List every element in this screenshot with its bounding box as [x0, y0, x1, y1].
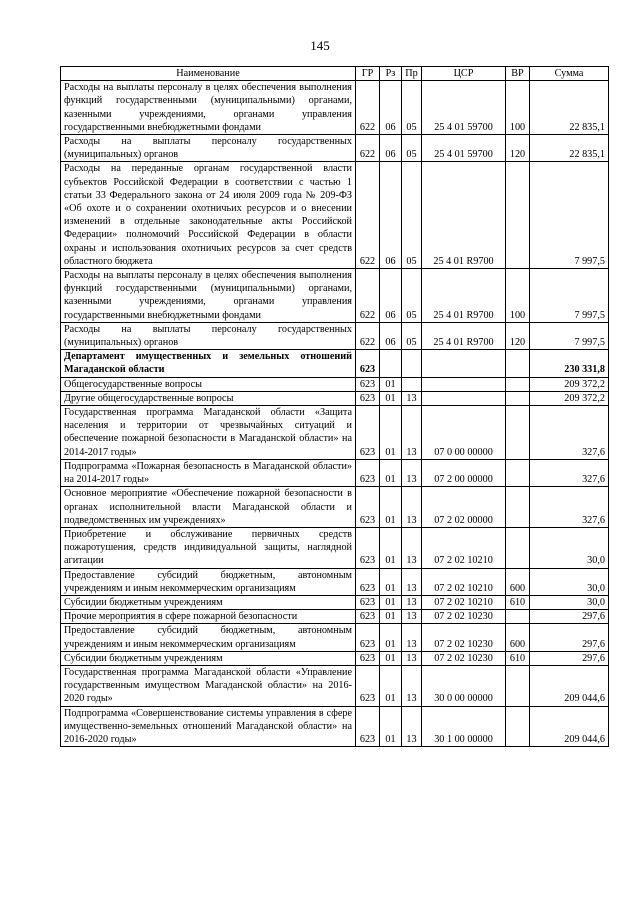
cell-rz: 01 [380, 377, 402, 391]
header-rz: Рз [380, 67, 402, 81]
table-body [61, 81, 609, 747]
cell-vr: 120 [506, 322, 530, 349]
cell-name: Расходы на выплаты персоналу государственных (муниципальных) органов [61, 322, 356, 349]
cell-rz: 01 [380, 459, 402, 486]
cell-name: Государственная программа Магаданской области «Управление государственным имуществом Магаданской области» на 2016-2020 годы» [61, 665, 356, 706]
cell-vr [506, 665, 530, 706]
cell-pr: 05 [402, 135, 422, 162]
cell-vr: 610 [506, 651, 530, 665]
cell-gr: 623 [356, 595, 380, 609]
cell-gr: 623 [356, 350, 380, 377]
cell-pr: 13 [402, 665, 422, 706]
cell-vr: 120 [506, 135, 530, 162]
cell-sum: 7 997,5 [530, 322, 609, 349]
cell-vr: 100 [506, 269, 530, 323]
cell-csr [422, 377, 506, 391]
cell-name: Субсидии бюджетным учреждениям [61, 651, 356, 665]
cell-csr: 25 4 01 59700 [422, 81, 506, 135]
cell-gr: 623 [356, 610, 380, 624]
cell-vr: 610 [506, 595, 530, 609]
cell-name: Расходы на выплаты персоналу в целях обеспечения выполнения функций государственными (муниципальными) органами, казенными учреждениями, органами управления государственными внебюджетными фондами [61, 81, 356, 135]
table-row [61, 459, 609, 486]
cell-sum: 327,6 [530, 459, 609, 486]
cell-csr: 25 4 01 R9700 [422, 162, 506, 269]
cell-gr: 623 [356, 665, 380, 706]
cell-pr: 13 [402, 527, 422, 568]
cell-csr: 07 2 02 00000 [422, 487, 506, 528]
cell-gr: 623 [356, 406, 380, 460]
cell-pr: 13 [402, 706, 422, 747]
cell-pr: 13 [402, 624, 422, 651]
cell-gr: 623 [356, 459, 380, 486]
cell-name: Расходы на выплаты персоналу государственных (муниципальных) органов [61, 135, 356, 162]
cell-sum: 22 835,1 [530, 135, 609, 162]
header-csr: ЦСР [422, 67, 506, 81]
cell-sum: 230 331,8 [530, 350, 609, 377]
cell-sum: 209 044,6 [530, 665, 609, 706]
cell-name: Основное мероприятие «Обеспечение пожарной безопасности в органах исполнительной власти Магаданской области и подведомственных им учреждениях» [61, 487, 356, 528]
cell-name: Прочие мероприятия в сфере пожарной безопасности [61, 610, 356, 624]
cell-csr: 25 4 01 R9700 [422, 322, 506, 349]
cell-pr: 13 [402, 459, 422, 486]
cell-pr: 13 [402, 651, 422, 665]
table-row [61, 391, 609, 405]
cell-vr [506, 706, 530, 747]
cell-csr [422, 391, 506, 405]
cell-rz: 01 [380, 651, 402, 665]
cell-gr: 623 [356, 487, 380, 528]
cell-gr: 622 [356, 135, 380, 162]
cell-pr: 05 [402, 322, 422, 349]
cell-gr: 622 [356, 81, 380, 135]
cell-rz [380, 350, 402, 377]
cell-gr: 622 [356, 269, 380, 323]
cell-gr: 623 [356, 706, 380, 747]
cell-gr: 623 [356, 377, 380, 391]
cell-csr: 07 2 02 10210 [422, 568, 506, 595]
header-vr: ВР [506, 67, 530, 81]
cell-pr: 13 [402, 595, 422, 609]
cell-rz: 01 [380, 665, 402, 706]
cell-vr [506, 610, 530, 624]
cell-name: Расходы на переданные органам государственной власти субъектов Российской Федерации в соответствии с частью 1 статьи 33 Федерального закона от 24 июля 2009 года № 209-ФЗ «Об охоте и о сохранении охотничьих ресурсов и о внесении изменений в отдельные законодательные акты Российской Федерации» полномочий Российской Федерации в области охраны и использования охотничьих ресурсов за счет средств областного бюджета [61, 162, 356, 269]
cell-csr: 07 2 02 10230 [422, 610, 506, 624]
table-row [61, 624, 609, 651]
cell-csr: 07 2 02 10210 [422, 527, 506, 568]
cell-pr [402, 377, 422, 391]
cell-sum: 209 372,2 [530, 377, 609, 391]
cell-pr: 13 [402, 610, 422, 624]
cell-rz: 06 [380, 162, 402, 269]
cell-rz: 06 [380, 322, 402, 349]
table-row [61, 568, 609, 595]
header-pr: Пр [402, 67, 422, 81]
cell-sum: 30,0 [530, 527, 609, 568]
cell-vr [506, 487, 530, 528]
cell-name: Подпрограмма «Совершенствование системы управления в сфере имущественно-земельных отношений Магаданской области» на 2016-2020 годы» [61, 706, 356, 747]
cell-sum: 327,6 [530, 487, 609, 528]
budget-table [60, 66, 609, 747]
cell-gr: 623 [356, 651, 380, 665]
cell-sum: 22 835,1 [530, 81, 609, 135]
table-row [61, 406, 609, 460]
cell-pr: 13 [402, 568, 422, 595]
cell-vr: 600 [506, 624, 530, 651]
table-row [61, 610, 609, 624]
table-row [61, 487, 609, 528]
cell-rz: 01 [380, 487, 402, 528]
table-row [61, 377, 609, 391]
table-row [61, 81, 609, 135]
cell-vr [506, 391, 530, 405]
table-row [61, 527, 609, 568]
cell-name: Предоставление субсидий бюджетным, автономным учреждениям и иным некоммерческим организациям [61, 624, 356, 651]
cell-rz: 01 [380, 568, 402, 595]
cell-name: Предоставление субсидий бюджетным, автономным учреждениям и иным некоммерческим организациям [61, 568, 356, 595]
cell-name: Подпрограмма «Пожарная безопасность в Магаданской области» на 2014-2017 годы» [61, 459, 356, 486]
cell-vr: 600 [506, 568, 530, 595]
table-row [61, 651, 609, 665]
cell-rz: 01 [380, 624, 402, 651]
cell-csr: 07 0 00 00000 [422, 406, 506, 460]
cell-gr: 622 [356, 322, 380, 349]
cell-csr: 30 0 00 00000 [422, 665, 506, 706]
cell-rz: 06 [380, 269, 402, 323]
cell-csr: 07 2 02 10230 [422, 624, 506, 651]
table-row [61, 162, 609, 269]
cell-rz: 01 [380, 527, 402, 568]
cell-csr: 25 4 01 R9700 [422, 269, 506, 323]
cell-sum: 327,6 [530, 406, 609, 460]
cell-sum: 7 997,5 [530, 269, 609, 323]
header-gr: ГР [356, 67, 380, 81]
table-row [61, 665, 609, 706]
cell-rz: 01 [380, 391, 402, 405]
table-row [61, 135, 609, 162]
cell-gr: 623 [356, 624, 380, 651]
cell-rz: 06 [380, 81, 402, 135]
cell-pr: 05 [402, 81, 422, 135]
cell-name: Приобретение и обслуживание первичных средств пожаротушения, средств индивидуальной защиты, наглядной агитации [61, 527, 356, 568]
cell-vr [506, 459, 530, 486]
table-row [61, 269, 609, 323]
table-row [61, 322, 609, 349]
cell-name: Другие общегосударственные вопросы [61, 391, 356, 405]
cell-sum: 209 372,2 [530, 391, 609, 405]
cell-name: Департамент имущественных и земельных отношений Магаданской области [61, 350, 356, 377]
cell-rz: 01 [380, 595, 402, 609]
cell-gr: 622 [356, 162, 380, 269]
cell-vr [506, 527, 530, 568]
cell-sum: 297,6 [530, 651, 609, 665]
cell-pr: 05 [402, 269, 422, 323]
cell-vr [506, 406, 530, 460]
table-row [61, 595, 609, 609]
cell-csr: 25 4 01 59700 [422, 135, 506, 162]
cell-rz: 01 [380, 610, 402, 624]
header-sum: Сумма [530, 67, 609, 81]
cell-gr: 623 [356, 391, 380, 405]
cell-vr: 100 [506, 81, 530, 135]
cell-csr: 07 2 02 10230 [422, 651, 506, 665]
cell-sum: 30,0 [530, 595, 609, 609]
cell-vr [506, 162, 530, 269]
cell-rz: 06 [380, 135, 402, 162]
cell-sum: 30,0 [530, 568, 609, 595]
cell-name: Расходы на выплаты персоналу в целях обеспечения выполнения функций государственными (муниципальными) органами, казенными учреждениями, органами управления государственными внебюджетными фондами [61, 269, 356, 323]
cell-gr: 623 [356, 527, 380, 568]
table-row [61, 706, 609, 747]
cell-csr: 07 2 00 00000 [422, 459, 506, 486]
cell-name: Государственная программа Магаданской области «Защита населения и территории от чрезвычайных ситуаций и обеспечение пожарной безопасности в Магаданской области» на 2014-2017 годы» [61, 406, 356, 460]
page-number: 145 [310, 38, 330, 53]
cell-gr: 623 [356, 568, 380, 595]
cell-sum: 209 044,6 [530, 706, 609, 747]
cell-pr: 13 [402, 391, 422, 405]
cell-sum: 7 997,5 [530, 162, 609, 269]
cell-vr [506, 377, 530, 391]
cell-pr: 05 [402, 162, 422, 269]
cell-name: Субсидии бюджетным учреждениям [61, 595, 356, 609]
header-name: Наименование [61, 67, 356, 81]
cell-csr [422, 350, 506, 377]
table-header [61, 67, 609, 81]
cell-rz: 01 [380, 406, 402, 460]
table-row [61, 350, 609, 377]
cell-pr: 13 [402, 487, 422, 528]
cell-csr: 30 1 00 00000 [422, 706, 506, 747]
cell-pr: 13 [402, 406, 422, 460]
cell-csr: 07 2 02 10210 [422, 595, 506, 609]
cell-sum: 297,6 [530, 624, 609, 651]
cell-pr [402, 350, 422, 377]
cell-rz: 01 [380, 706, 402, 747]
cell-sum: 297,6 [530, 610, 609, 624]
cell-name: Общегосударственные вопросы [61, 377, 356, 391]
cell-vr [506, 350, 530, 377]
